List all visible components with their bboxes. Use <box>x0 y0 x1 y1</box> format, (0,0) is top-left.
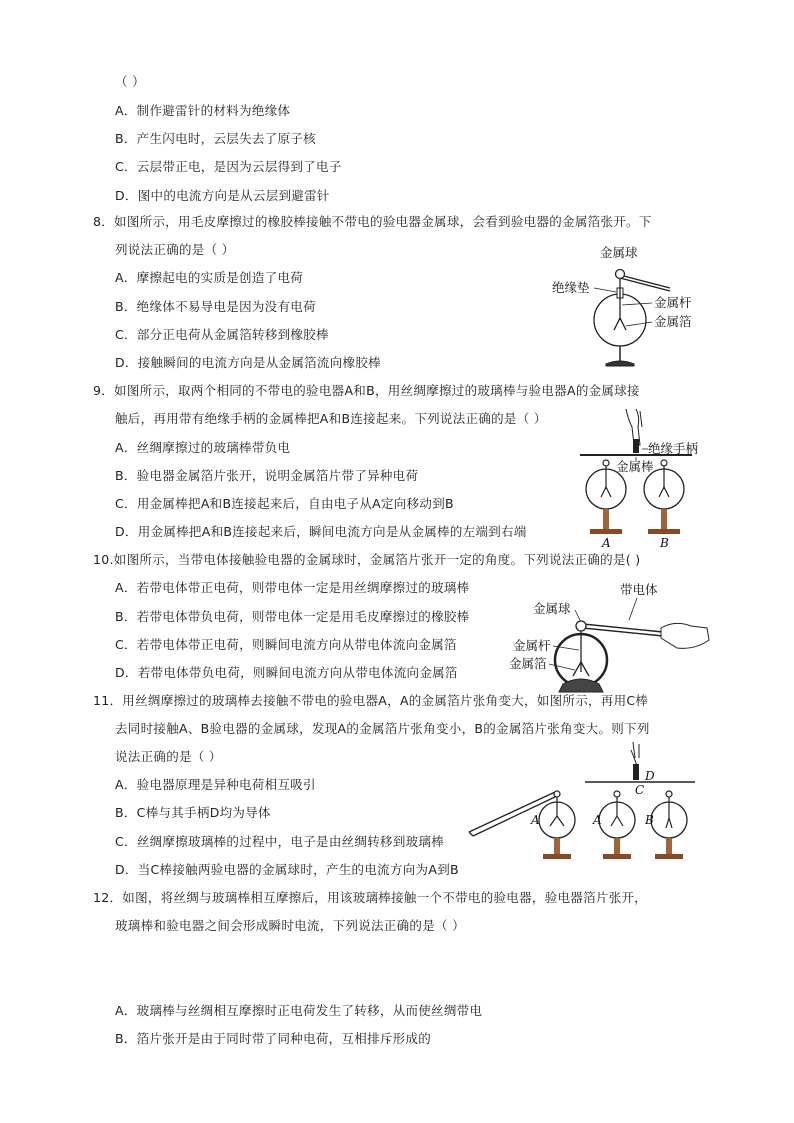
q10-label-foil: 金属箔 <box>509 656 547 671</box>
glass-rod-icon <box>469 792 555 832</box>
q11-label-c: C <box>635 783 645 797</box>
q10-option-b: B．若带电体带负电荷，则带电体一定是用毛皮摩擦过的橡胶棒 <box>115 609 470 624</box>
q11-option-a: A．验电器原理是异种电荷相互吸引 <box>115 777 316 792</box>
q10-label-charged: 带电体 <box>620 582 658 597</box>
q12-stem-line2: 玻璃棒和验电器之间会形成瞬时电流，下列说法正确的是（ ） <box>115 918 465 933</box>
q8-stem-line1: 8．如图所示，用毛皮摩擦过的橡胶棒接触不带电的验电器金属球，会看到验电器的金属箔张开。下 <box>93 214 652 229</box>
q12-option-b: B．箔片张开是由于同时带了同种电荷，互相排斥形成的 <box>115 1031 432 1046</box>
q11-stem-line3: 说法正确的是（ ） <box>115 749 222 764</box>
q9-option-a: A．丝绸摩擦过的玻璃棒带负电 <box>115 440 291 455</box>
q10-label-rod: 金属杆 <box>513 638 551 653</box>
q8-electroscope-figure <box>550 240 690 370</box>
hand-icon <box>661 623 709 648</box>
handle-d-icon <box>633 764 639 780</box>
q10-label-ball: 金属球 <box>533 601 571 616</box>
q8-label-pad: 绝缘垫 <box>552 280 590 295</box>
q8-option-d: D．接触瞬间的电流方向是从金属箔流向橡胶棒 <box>115 355 381 370</box>
q11-electroscopes-figure <box>465 740 700 865</box>
q9-two-electroscopes-figure <box>578 405 703 550</box>
q7-option-c: C．云层带正电，是因为云层得到了电子 <box>115 159 342 174</box>
q8-label-foil: 金属箔 <box>654 314 692 329</box>
q11-option-b: B．C棒与其手柄D均为导体 <box>115 805 271 820</box>
q9-label-rod: 金属棒 <box>616 459 654 474</box>
q8-option-c: C．部分正电荷从金属箔转移到橡胶棒 <box>115 327 329 342</box>
q9-option-d: D．用金属棒把A和B连接起来后，瞬间电流方向是从金属棒的左端到右端 <box>115 524 527 539</box>
q10-stem-line1: 10.如图所示，当带电体接触验电器的金属球时，金属箔片张开一定的角度。下列说法正确的是( ) <box>93 552 641 567</box>
q11-label-d: D <box>645 769 655 783</box>
q8-stem-line2: 列说法正确的是（ ） <box>115 242 235 257</box>
q7-option-d: D．图中的电流方向是从云层到避雷针 <box>115 188 330 203</box>
q10-option-c: C．若带电体带正电荷，则瞬间电流方向从带电体流向金属箔 <box>115 637 457 652</box>
q11-option-d: D．当C棒接触两验电器的金属球时，产生的电流方向为A到B <box>115 862 459 877</box>
q9-stem-line2: 触后，再用带有绝缘手柄的金属棒把A和B连接起来。下列说法正确的是（ ） <box>115 411 547 426</box>
q10-option-d: D．若带电体带负电荷，则瞬间电流方向从带电体流向金属箔 <box>115 665 458 680</box>
q11-stem-line1: 11．用丝绸摩擦过的玻璃棒去接触不带电的验电器A，A的金属箔片张角变大，如图所示，再用C棒 <box>93 693 649 708</box>
metal-ball-icon <box>576 621 586 631</box>
q11-stem-line2: 去同时接触A、B验电器的金属球，发现A的金属箔片张角变小，B的金属箔片张角变大。则下列 <box>115 721 650 736</box>
q9-stem-line1: 9．如图所示，取两个相同的不带电的验电器A和B，用丝绸摩擦过的玻璃棒与验电器A的金属球接 <box>93 383 640 398</box>
q12-option-a: A．玻璃棒与丝绸相互摩擦时正电荷发生了转移，从而使丝绸带电 <box>115 1003 483 1018</box>
q9-option-c: C．用金属棒把A和B连接起来后，自由电子从A定向移动到B <box>115 496 454 511</box>
charged-rod-icon <box>583 624 663 632</box>
q8-option-a: A．摩擦起电的实质是创造了电荷 <box>115 270 304 285</box>
q9-label-handle: 绝缘手柄 <box>648 441 699 456</box>
q9-option-b: B．验电器金属箔片张开，说明金属箔片带了异种电荷 <box>115 468 419 483</box>
insulated-handle-icon <box>633 439 639 453</box>
q8-label-ball: 金属球 <box>600 245 638 260</box>
q8-label-rod: 金属杆 <box>654 295 692 310</box>
q10-option-a: A．若带电体带正电荷，则带电体一定是用丝绸摩擦过的玻璃棒 <box>115 580 470 595</box>
q11-label-a-left: A <box>531 813 540 827</box>
q7-option-b: B．产生闪电时，云层失去了原子核 <box>115 131 316 146</box>
q9-label-b: B <box>660 536 669 550</box>
q11-option-c: C．丝绸摩擦玻璃棒的过程中，电子是由丝绸转移到玻璃棒 <box>115 834 445 849</box>
q9-label-a: A <box>602 536 611 550</box>
q11-label-a: A <box>593 813 602 827</box>
q12-stem-line1: 12．如图，将丝绸与玻璃棒相互摩擦后，用该玻璃棒接触一个不带电的验电器，验电器箔片张开， <box>93 890 648 905</box>
q7-answer-blank: （ ） <box>115 74 145 89</box>
q11-label-b: B <box>645 813 654 827</box>
q7-option-a: A．制作避雷针的材料为绝缘体 <box>115 103 291 118</box>
q10-electroscope-figure <box>505 580 715 695</box>
q8-option-b: B．绝缘体不易导电是因为没有电荷 <box>115 299 316 314</box>
metal-ball-icon <box>616 270 625 279</box>
